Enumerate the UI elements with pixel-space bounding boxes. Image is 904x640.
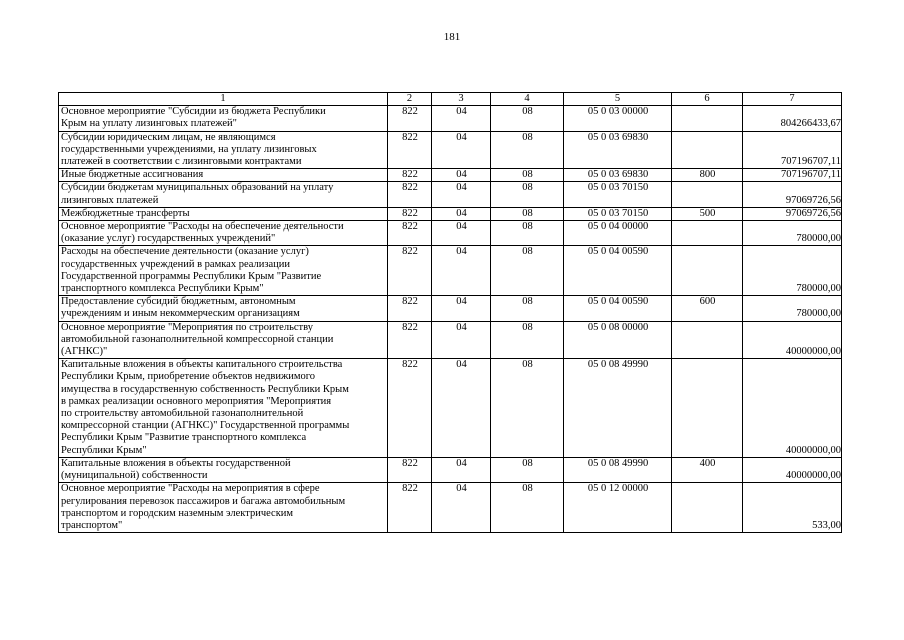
expense-name-line: автомобильной газонаполнительной компрессорной станции xyxy=(61,333,334,345)
expense-type-cell: 500 xyxy=(672,207,743,220)
expense-type-cell: 600 xyxy=(672,296,743,321)
subsection-code-cell: 08 xyxy=(491,221,564,246)
expense-name-line: Крым на уплату лизинговых платежей" xyxy=(61,118,237,130)
expense-type-cell xyxy=(672,246,743,296)
expense-name-line: в рамках реализации основного мероприятия "Мероприятия xyxy=(61,395,332,407)
expense-name-line: платежей в соответствии с лизинговыми контрактами xyxy=(61,156,302,168)
expense-name-line: Республики Крым "Развитие транспортного комплекса xyxy=(61,432,307,444)
expense-name-cell xyxy=(59,457,388,482)
section-code-cell: 04 xyxy=(432,106,491,131)
table-row xyxy=(59,221,842,246)
subsection-code-cell: 08 xyxy=(491,169,564,182)
expense-name-cell xyxy=(59,207,388,220)
amount-cell: 40000000,00 xyxy=(743,359,842,458)
page-number: 181 xyxy=(443,31,461,43)
expense-type-cell xyxy=(672,359,743,458)
expense-name-cell xyxy=(59,359,388,458)
expense-type-cell xyxy=(672,321,743,359)
expense-type-cell xyxy=(672,483,743,533)
ministry-code-cell: 822 xyxy=(388,182,432,207)
amount-cell: 40000000,00 xyxy=(743,457,842,482)
table-row xyxy=(59,131,842,169)
subsection-code-cell: 08 xyxy=(491,321,564,359)
ministry-code-cell: 822 xyxy=(388,131,432,169)
expense-name-cell xyxy=(59,182,388,207)
expense-type-cell xyxy=(672,182,743,207)
ministry-code-cell: 822 xyxy=(388,169,432,182)
table-row xyxy=(59,106,842,131)
amount-cell: 40000000,00 xyxy=(743,321,842,359)
table-row xyxy=(59,246,842,296)
section-code-cell: 04 xyxy=(432,296,491,321)
expense-name-cell xyxy=(59,246,388,296)
expense-name-line: Государственной программы Республики Крым "Развитие xyxy=(61,270,322,282)
section-code-cell: 04 xyxy=(432,246,491,296)
column-header-2: 2 xyxy=(388,93,432,106)
subsection-code-cell: 08 xyxy=(491,182,564,207)
expense-name-line: лизинговых платежей xyxy=(61,194,159,206)
target-article-cell: 05 0 03 69830 xyxy=(564,169,672,182)
column-header-6: 6 xyxy=(672,93,743,106)
column-header-1: 1 xyxy=(59,93,388,106)
section-code-cell: 04 xyxy=(432,359,491,458)
expense-type-cell xyxy=(672,106,743,131)
expense-type-cell xyxy=(672,221,743,246)
amount-cell: 780000,00 xyxy=(743,221,842,246)
expense-name-line: (муниципальной) собственности xyxy=(61,470,208,482)
expense-name-line: Иные бюджетные ассигнования xyxy=(61,169,204,181)
expense-name-line: Межбюджетные трансферты xyxy=(61,207,190,219)
ministry-code-cell: 822 xyxy=(388,483,432,533)
table-row xyxy=(59,296,842,321)
expense-name-line: Капитальные вложения в объекты капитального строительства xyxy=(61,359,343,371)
table-row xyxy=(59,457,842,482)
expense-type-cell: 400 xyxy=(672,457,743,482)
table-row xyxy=(59,321,842,359)
amount-cell: 97069726,56 xyxy=(743,207,842,220)
target-article-cell: 05 0 12 00000 xyxy=(564,483,672,533)
section-code-cell: 04 xyxy=(432,169,491,182)
expense-name-line: транспортом и городским наземным электрическим xyxy=(61,507,294,519)
expense-name-cell xyxy=(59,321,388,359)
ministry-code-cell: 822 xyxy=(388,296,432,321)
expense-name-line: Расходы на обеспечение деятельности (оказание услуг) xyxy=(61,246,309,258)
expense-type-cell xyxy=(672,131,743,169)
expense-name-line: Капитальные вложения в объекты государственной xyxy=(61,457,291,469)
ministry-code-cell: 822 xyxy=(388,359,432,458)
subsection-code-cell: 08 xyxy=(491,246,564,296)
expense-type-cell: 800 xyxy=(672,169,743,182)
target-article-cell: 05 0 03 70150 xyxy=(564,182,672,207)
expense-name-cell xyxy=(59,221,388,246)
expense-name-line: Основное мероприятие "Субсидии из бюджета Республики xyxy=(61,106,326,118)
target-article-cell: 05 0 08 49990 xyxy=(564,457,672,482)
expense-name-line: транспортного комплекса Республики Крым" xyxy=(61,283,264,295)
expense-name-line: регулирования перевозок пассажиров и багажа автомобильным xyxy=(61,495,346,507)
section-code-cell: 04 xyxy=(432,321,491,359)
expense-name-line: Субсидии юридическим лицам, не являющимся xyxy=(61,131,276,143)
expense-name-cell xyxy=(59,106,388,131)
table-row xyxy=(59,483,842,533)
column-header-3: 3 xyxy=(432,93,491,106)
ministry-code-cell: 822 xyxy=(388,246,432,296)
target-article-cell: 05 0 08 49990 xyxy=(564,359,672,458)
expense-name-cell xyxy=(59,296,388,321)
target-article-cell: 05 0 03 69830 xyxy=(564,131,672,169)
subsection-code-cell: 08 xyxy=(491,131,564,169)
expense-name-cell xyxy=(59,483,388,533)
expense-name-line: по строительству автомобильной газонаполнительной xyxy=(61,408,304,420)
ministry-code-cell: 822 xyxy=(388,106,432,131)
expense-name-line: Субсидии бюджетам муниципальных образований на уплату xyxy=(61,182,334,194)
table-row xyxy=(59,182,842,207)
expense-name-line: Основное мероприятие "Расходы на обеспечение деятельности xyxy=(61,221,344,233)
expense-name-line: (АГНКС)" xyxy=(61,346,108,358)
amount-cell: 780000,00 xyxy=(743,246,842,296)
subsection-code-cell: 08 xyxy=(491,106,564,131)
column-header-7: 7 xyxy=(743,93,842,106)
expense-name-line: Основное мероприятие "Расходы на мероприятия в сфере xyxy=(61,483,320,495)
target-article-cell: 05 0 03 70150 xyxy=(564,207,672,220)
expense-name-cell xyxy=(59,169,388,182)
amount-cell: 780000,00 xyxy=(743,296,842,321)
expense-name-line: компрессорной станции (АГНКС)" Государственной программы xyxy=(61,420,350,432)
ministry-code-cell: 822 xyxy=(388,457,432,482)
table-row xyxy=(59,169,842,182)
expense-name-cell xyxy=(59,131,388,169)
amount-cell: 533,00 xyxy=(743,483,842,533)
section-code-cell: 04 xyxy=(432,221,491,246)
target-article-cell: 05 0 04 00590 xyxy=(564,296,672,321)
table-header-row xyxy=(59,93,842,106)
ministry-code-cell: 822 xyxy=(388,207,432,220)
target-article-cell: 05 0 04 00000 xyxy=(564,221,672,246)
budget-table xyxy=(58,92,842,533)
target-article-cell: 05 0 03 00000 xyxy=(564,106,672,131)
expense-name-line: (оказание услуг) государственных учреждений" xyxy=(61,233,276,245)
amount-cell: 97069726,56 xyxy=(743,182,842,207)
section-code-cell: 04 xyxy=(432,483,491,533)
expense-name-line: имущества в государственную собственность Республики Крым xyxy=(61,383,349,395)
subsection-code-cell: 08 xyxy=(491,457,564,482)
table-row xyxy=(59,207,842,220)
table-row xyxy=(59,359,842,458)
column-header-5: 5 xyxy=(564,93,672,106)
amount-cell: 707196707,11 xyxy=(743,169,842,182)
expense-name-line: Республики Крым, приобретение объектов недвижимого xyxy=(61,371,316,383)
section-code-cell: 04 xyxy=(432,457,491,482)
expense-name-line: транспортом" xyxy=(61,519,123,531)
section-code-cell: 04 xyxy=(432,131,491,169)
target-article-cell: 05 0 08 00000 xyxy=(564,321,672,359)
expense-name-line: Республики Крым" xyxy=(61,444,147,456)
expense-name-line: государственных учреждений в рамках реализации xyxy=(61,258,291,270)
subsection-code-cell: 08 xyxy=(491,207,564,220)
subsection-code-cell: 08 xyxy=(491,359,564,458)
target-article-cell: 05 0 04 00590 xyxy=(564,246,672,296)
expense-name-line: Основное мероприятие "Мероприятия по строительству xyxy=(61,321,313,333)
ministry-code-cell: 822 xyxy=(388,321,432,359)
section-code-cell: 04 xyxy=(432,207,491,220)
amount-cell: 804266433,67 xyxy=(743,106,842,131)
subsection-code-cell: 08 xyxy=(491,296,564,321)
expense-name-line: государственными учреждениями, на уплату лизинговых xyxy=(61,143,317,155)
ministry-code-cell: 822 xyxy=(388,221,432,246)
expense-name-line: Предоставление субсидий бюджетным, автономным xyxy=(61,296,296,308)
column-header-4: 4 xyxy=(491,93,564,106)
expense-name-line: учреждениям и иным некоммерческим организациям xyxy=(61,308,300,320)
subsection-code-cell: 08 xyxy=(491,483,564,533)
section-code-cell: 04 xyxy=(432,182,491,207)
amount-cell: 707196707,11 xyxy=(743,131,842,169)
